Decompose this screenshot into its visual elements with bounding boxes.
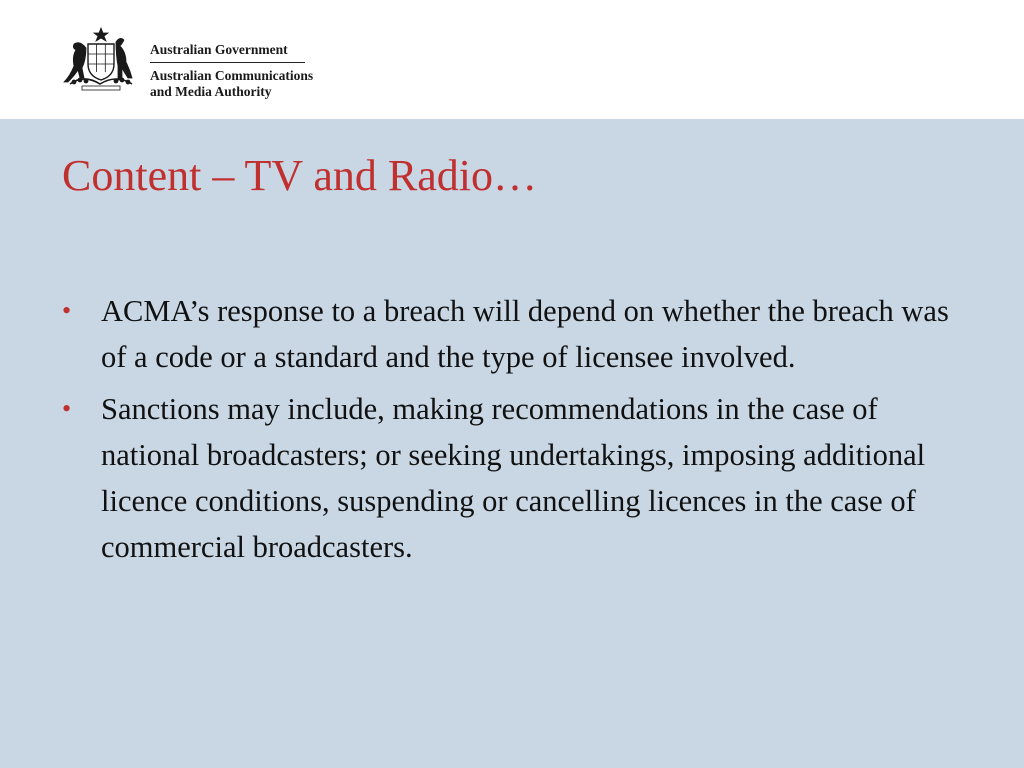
bullet-list xyxy=(62,288,972,576)
bullet-item xyxy=(62,386,972,570)
agency-name: Australian Communications and Media Authority xyxy=(150,68,314,99)
bullet-marker: • xyxy=(62,394,72,423)
header-bar xyxy=(0,0,1024,119)
bullet-text: ACMA’s response to a breach will depend on whether the breach was of a code or a standard and the type of licensee involved. xyxy=(101,294,949,374)
coat-of-arms-icon xyxy=(60,26,142,92)
agency-logo-text xyxy=(150,42,313,100)
government-name: Australian Government xyxy=(150,42,305,63)
bullet-marker: • xyxy=(62,296,72,325)
bullet-item xyxy=(62,288,972,380)
bullet-text: Sanctions may include, making recommendations in the case of national broadcasters; or seeking undertakings, imposing additional licence conditions, suspending or cancelling licences in the case of commercial broadcasters. xyxy=(101,392,926,564)
slide-title: Content – TV and Radio… xyxy=(62,151,538,200)
